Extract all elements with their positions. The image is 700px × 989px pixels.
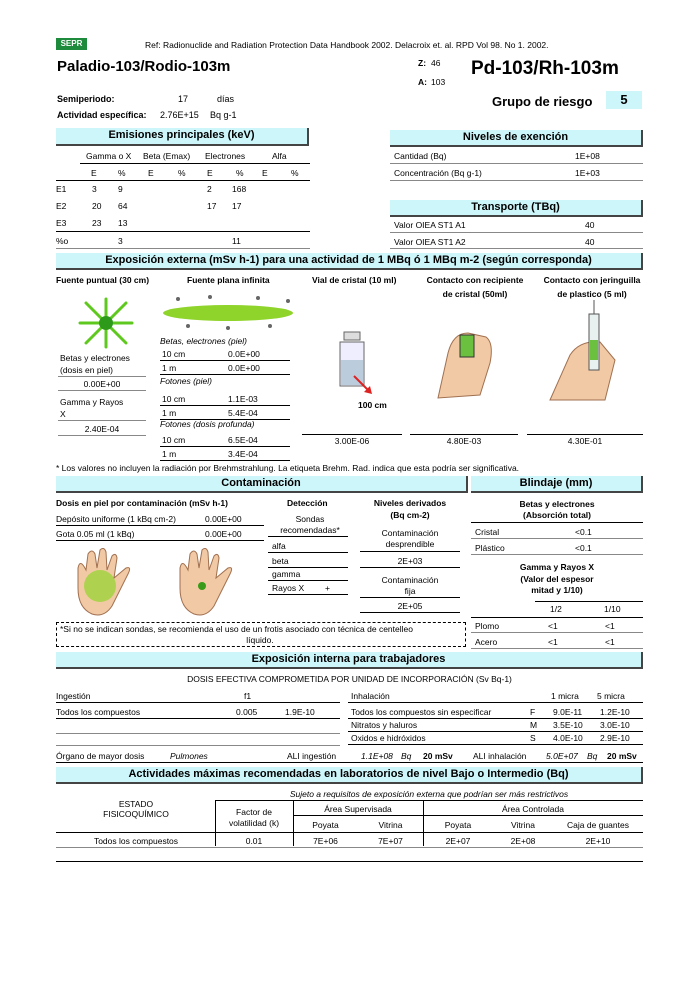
inh-row-value: 3.5E-10 [553, 720, 583, 730]
dist-1m: 1 m [162, 363, 177, 373]
sub-e: E [207, 168, 213, 178]
dist-10cm: 10 cm [162, 435, 186, 445]
beta-dose-label: (dosis en piel) [60, 365, 113, 375]
blindaje-beta-title: Betas y electrones [519, 499, 595, 509]
sub-p: % [291, 168, 299, 178]
deteccion-title: Detección [287, 498, 328, 508]
act-label: Actividad específica: [57, 110, 147, 120]
exencion-value: 1E+03 [575, 168, 600, 178]
estado-label: ESTADO [118, 799, 154, 809]
emision-value: 168 [232, 184, 247, 194]
niv-fija-value: 2E+05 [397, 601, 423, 611]
blindaje-gamma-title: (Valor del espesor [520, 574, 594, 584]
exencion-label: Cantidad (Bq) [394, 151, 447, 161]
col-vitrina: Vitrina [378, 820, 403, 830]
plana-value: 5.4E-04 [228, 408, 258, 418]
ali-ing-value: 1.1E+08 [361, 751, 393, 761]
act-row-value: 7E+07 [378, 836, 403, 846]
interna-subtitle: DOSIS EFECTIVA COMPROMETIDA POR UNIDAD DE INCORPORACIÓN (Sv Bq-1) [187, 674, 512, 684]
emision-row-label: E1 [56, 184, 67, 194]
inh-row-type: F [530, 707, 536, 717]
transporte-label: Valor OIEA ST1 A2 [394, 237, 466, 247]
niveles-title: Niveles derivados [373, 498, 447, 508]
dist-1m: 1 m [162, 408, 177, 418]
inh-row-value: 4.0E-10 [553, 733, 583, 743]
emision-value: 13 [118, 218, 128, 228]
z-label: Z: [418, 58, 427, 68]
act-row-value: 2E+10 [585, 836, 611, 846]
tenth-label: 1/10 [604, 604, 621, 614]
half-label: 1/2 [550, 604, 562, 614]
recipiente-value: 4.80E-03 [446, 436, 482, 446]
syringe-icon [545, 300, 640, 405]
transporte-value: 40 [585, 237, 595, 247]
exencion-label: Concentración (Bq g-1) [394, 168, 482, 178]
blindaje-gamma-title: Gamma y Rayos X [519, 562, 595, 572]
emision-value: 11 [232, 236, 241, 246]
ali-ing-label: ALI ingestión [287, 751, 337, 761]
page-title: Paladio-103/Rodio-103m [57, 58, 231, 75]
z-value: 46 [431, 58, 441, 68]
cristal-value: <0.1 [575, 527, 592, 537]
sepr-logo: SEPR [56, 38, 87, 50]
exencion-header: Niveles de exención [390, 130, 643, 147]
organ-label: Órgano de mayor dosis [56, 751, 145, 761]
factor-label: Factor de [236, 807, 272, 817]
acero-tenth: <1 [605, 637, 615, 647]
inh-row-value: 3.0E-10 [600, 720, 630, 730]
container-hand-icon [428, 303, 508, 403]
transporte-value: 40 [585, 220, 595, 230]
inh-row-label: Oxidos e hidróxidos [351, 733, 426, 743]
estado-label: FISICOQUÍMICO [103, 809, 169, 819]
act-row-label: Todos los compuestos [93, 836, 179, 846]
plana-value: 3.4E-04 [228, 449, 258, 459]
inhalacion-label: Inhalación [351, 691, 390, 701]
ali-inh-bq: Bq [587, 751, 598, 761]
actividades-header: Actividades máximas recomendadas en laboratorios de nivel Bajo o Intermedio (Bq) [56, 767, 643, 784]
dep-label: Depósito uniforme (1 kBq cm-2) [56, 514, 176, 524]
emision-value: 23 [92, 218, 102, 228]
plana-value: 0.0E+00 [228, 363, 260, 373]
plana-value: 0.0E+00 [228, 349, 260, 359]
ali-inh-msv: 20 mSv [607, 751, 637, 761]
plana-value: 1.1E-03 [228, 394, 258, 404]
act-row-value: 2E+08 [510, 836, 536, 846]
plana-prof-title: Fotones (dosis profunda) [160, 419, 255, 429]
sub-e: E [91, 168, 97, 178]
emision-value: 17 [207, 201, 217, 211]
plomo-tenth: <1 [605, 621, 615, 631]
jeringuilla-value: 4.30E-01 [567, 436, 603, 446]
vial-distance: 100 cm [358, 400, 387, 410]
nuclide-title: Pd-103/Rh-103m [471, 58, 619, 79]
transporte-header: Transporte (TBq) [390, 200, 643, 217]
semi-unit: días [217, 94, 235, 104]
beta-dose-value: 0.00E+00 [83, 379, 121, 389]
plomo-half: <1 [548, 621, 558, 631]
area-controlada: Área Controlada [502, 804, 564, 814]
ali-ing-msv: 20 mSv [423, 751, 453, 761]
blindaje-beta-title: (Absorción total) [523, 510, 591, 520]
ingestion-label: Ingestión [56, 691, 91, 701]
gota-label: Gota 0.05 ml (1 kBq) [56, 529, 135, 539]
sonda-rayosx-plus: + [325, 583, 330, 593]
inh-row-type: S [530, 733, 536, 743]
sujeto-note: Sujeto a requisitos de exposición externa que podrían ser más restrictivos [289, 789, 569, 799]
col-poyata: Poyata [312, 820, 339, 830]
sub-e: E [262, 168, 268, 178]
emision-value: 64 [118, 201, 128, 211]
organ-value: Pulmones [170, 751, 208, 761]
deteccion-sondas: Sondas [295, 514, 325, 524]
semi-value: 17 [178, 94, 189, 104]
niv-desp-value: 2E+03 [397, 556, 423, 566]
col-jeringuilla: de plastico (5 ml) [557, 289, 627, 299]
a-value: 103 [431, 77, 446, 87]
emision-value: 2 [207, 184, 212, 194]
f1-label: f1 [244, 691, 252, 701]
deteccion-sondas: recomendadas* [280, 525, 340, 535]
cristal-label: Cristal [475, 527, 500, 537]
col-alfa: Alfa [272, 151, 287, 161]
gamma-dose-label: Gamma y Rayos [60, 397, 124, 407]
footnote: líquido. [246, 635, 274, 645]
plomo-label: Plomo [475, 621, 500, 631]
semi-label: Semiperiodo: [57, 94, 115, 104]
sub-p: % [118, 168, 126, 178]
emision-row-label: %o [56, 236, 69, 246]
acero-label: Acero [475, 637, 498, 647]
col-caja-guantes: Caja de guantes [567, 820, 629, 830]
plana-beta-title: Betas, electrones (piel) [160, 336, 247, 346]
sonda-beta: beta [272, 556, 289, 566]
exencion-value: 1E+08 [575, 151, 600, 161]
col-recipiente: Contacto con recipiente [426, 275, 524, 285]
gota-value: 0.00E+00 [205, 529, 242, 539]
plana-foton-title: Fotones (piel) [160, 376, 212, 386]
dist-10cm: 10 cm [162, 349, 186, 359]
dep-value: 0.00E+00 [205, 514, 242, 524]
reference: Ref: Radionuclide and Radiation Protection Data Handbook 2002. Delacroix et. al. RPD Vol 98. No 1. 2002. [145, 40, 549, 50]
hand-uniform-icon [68, 548, 138, 620]
ing-f1: 0.005 [236, 707, 258, 717]
col-fuente-plana: Fuente plana infinita [187, 275, 270, 285]
niv-fija-label: Contaminación [381, 575, 439, 585]
ali-inh-value: 5.0E+07 [546, 751, 578, 761]
inh-row-type: M [530, 720, 538, 730]
emision-value: 17 [232, 201, 242, 211]
act-row-value: 7E+06 [313, 836, 338, 846]
col-beta: Beta (Emax) [143, 151, 191, 161]
act-value: 2.76E+15 [160, 110, 199, 120]
ing-row-label: Todos los compuestos [56, 707, 141, 717]
area-supervisada: Área Supervisada [324, 804, 392, 814]
point-source-icon [70, 295, 142, 351]
plana-value: 6.5E-04 [228, 435, 258, 445]
grupo-value: 5 [606, 91, 642, 109]
dist-10cm: 10 cm [162, 394, 186, 404]
niv-desp-label: desprendible [385, 539, 435, 549]
emisiones-header: Emisiones principales (keV) [56, 128, 309, 146]
act-unit: Bq g-1 [210, 110, 237, 120]
micra-1: 1 micra [551, 691, 579, 701]
inh-row-value: 1.2E-10 [600, 707, 630, 717]
inh-row-label: Nitratos y haluros [351, 720, 418, 730]
col-vial: Vial de cristal (10 ml) [312, 275, 397, 285]
beta-dose-label: Betas y electrones [60, 353, 130, 363]
niveles-title: (Bq cm-2) [390, 510, 430, 520]
col-poyata: Poyata [444, 820, 472, 830]
emision-value: 3 [92, 184, 97, 194]
interna-header: Exposición interna para trabajadores [56, 652, 643, 669]
a-label: A: [418, 77, 427, 87]
blindaje-gamma-title: mitad y 1/10) [531, 585, 583, 595]
plastico-value: <0.1 [575, 543, 592, 553]
sub-e: E [148, 168, 154, 178]
act-row-k: 0.01 [245, 836, 263, 846]
col-electrones: Electrones [205, 151, 246, 161]
col-jeringuilla: Contacto con jeringuilla [543, 275, 641, 285]
sub-p: % [178, 168, 186, 178]
niv-fija-label: fija [404, 586, 416, 596]
col-gamma: Gamma o X [86, 151, 132, 161]
emision-value: 9 [118, 184, 123, 194]
sonda-gamma: gamma [272, 569, 301, 579]
brehm-note: * Los valores no incluyen la radiación por Brehmstrahlung. La etiqueta Brehm. Rad. indica que esta podría ser significativa. [56, 463, 520, 473]
ing-value: 1.9E-10 [285, 707, 315, 717]
gamma-dose-value: 2.40E-04 [84, 424, 120, 434]
sonda-rayosx: Rayos X [272, 583, 305, 593]
col-vitrina: Vitrina [511, 820, 535, 830]
col-fuente-puntual: Fuente puntual (30 cm) [56, 275, 150, 285]
vial-icon [328, 330, 388, 400]
dist-1m: 1 m [162, 449, 177, 459]
niv-desp-label: Contaminación [381, 528, 439, 538]
inh-row-value: 9.0E-11 [553, 707, 583, 717]
exposicion-header: Exposición externa (mSv h-1) para una actividad de 1 MBq ó 1 MBq m-2 (según corresponda) [56, 253, 643, 270]
ali-ing-bq: Bq [401, 751, 412, 761]
factor-label: volatilidad (k) [228, 818, 280, 828]
sub-p: % [236, 168, 244, 178]
transporte-label: Valor OIEA ST1 A1 [394, 220, 466, 230]
plane-source-icon [158, 293, 308, 331]
col-recipiente: de cristal (50ml) [442, 289, 508, 299]
dosis-title: Dosis en piel por contaminación (mSv h-1) [56, 498, 228, 508]
hand-drop-icon [170, 548, 240, 620]
sonda-alfa: alfa [272, 541, 286, 551]
ali-inh-label: ALI inhalación [473, 751, 527, 761]
gamma-dose-label: X [60, 409, 66, 419]
blindaje-header: Blindaje (mm) [471, 476, 643, 493]
emision-row-label: E2 [56, 201, 67, 211]
acero-half: <1 [548, 637, 558, 647]
emision-value: 3 [118, 236, 123, 246]
footnote: *Si no se indican sondas, se recomienda el uso de un frotis asociado con técnica de centelleo [60, 624, 413, 634]
emision-row-label: E3 [56, 218, 67, 228]
micra-5: 5 micra [597, 691, 625, 701]
inh-row-value: 2.9E-10 [600, 733, 630, 743]
vial-value: 3.00E-06 [334, 436, 370, 446]
act-row-value: 2E+07 [445, 836, 471, 846]
plastico-label: Plástico [475, 543, 505, 553]
inh-row-label: Todos los compuestos sin especificar [351, 707, 492, 717]
grupo-label: Grupo de riesgo [492, 94, 593, 109]
contaminacion-header: Contaminación [56, 476, 468, 493]
emision-value: 20 [92, 201, 102, 211]
